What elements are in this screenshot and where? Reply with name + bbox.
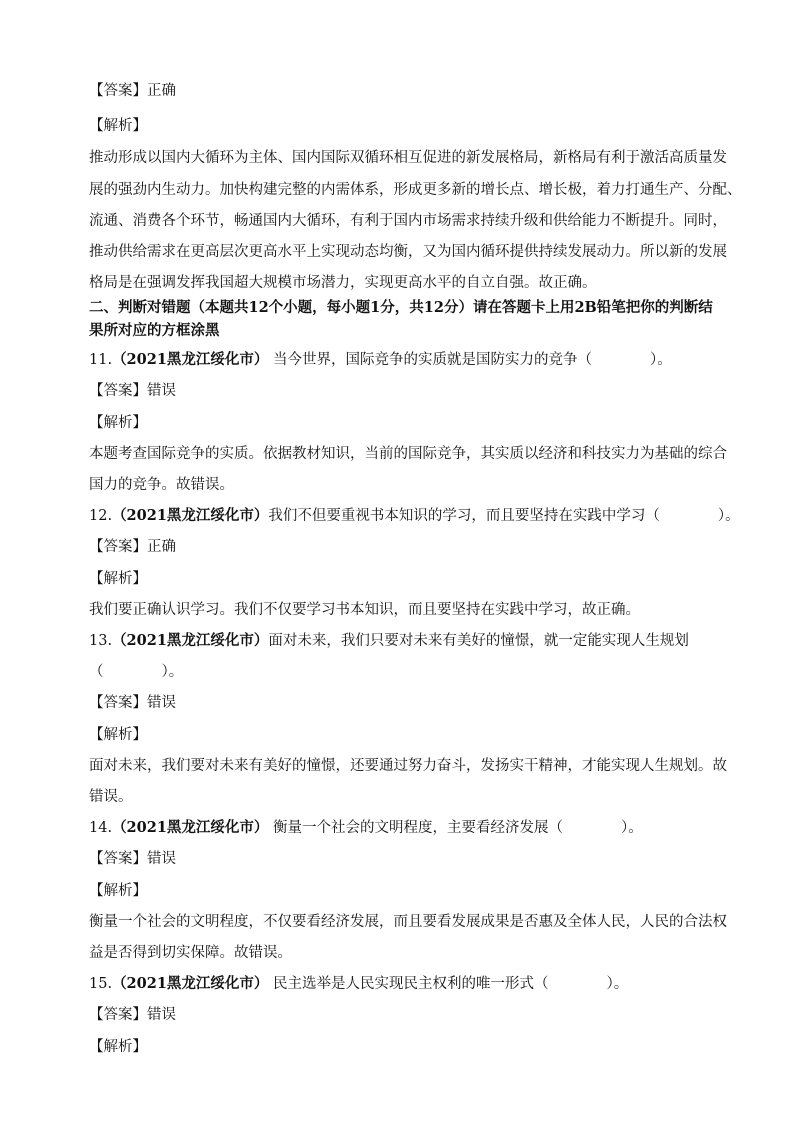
analysis-text-line: 展的强劲内生动力。加快构建完整的内需体系，形成更多新的增长点、增长极，着力打通生产、分配、 [89, 182, 742, 198]
question-source-tag: （2021黑龙江绥化市） [112, 351, 269, 368]
analysis-text-line: 流通、消费各个环节，畅通国内大循环，有利于国内市场需求持续升级和供给能力不断提升。同时， [89, 213, 727, 229]
question-13-stem [89, 631, 689, 651]
question-12-stem [89, 506, 740, 526]
question-number: 14. [89, 820, 113, 836]
answer-label: 【答案】错误 [89, 851, 176, 867]
question-text: 当今世界，国际竞争的实质就是国防实力的竞争（ ）。 [268, 352, 672, 368]
analysis-label: 【解析】 [89, 118, 147, 134]
question-14-stem [89, 818, 643, 838]
question-source-tag: （2021黑龙江绥化市） [112, 975, 269, 992]
answer-label: 【答案】正确 [89, 539, 176, 555]
question-text: 我们不但要重视书本知识的学习，而且要坚持在实践中学习（ ）。 [268, 508, 740, 524]
analysis-label: 【解析】 [89, 571, 147, 587]
question-text: 面对未来，我们只要对未来有美好的憧憬，就一定能实现人生规划 [268, 633, 689, 649]
analysis-text-line: 衡量一个社会的文明程度，不仅要看经济发展，而且要看发展成果是否惠及全体人民，人民的合法权 [89, 914, 727, 930]
analysis-text-line: 推动供给需求在更高层次更高水平上实现动态均衡，又为国内循环提供持续发展动力。所以新的发展 [89, 244, 727, 260]
analysis-text-line: 推动形成以国内大循环为主体、国内国际双循环相互促进的新发展格局，新格局有利于激活高质量发 [89, 150, 727, 166]
analysis-text-line: 我们要正确认识学习。我们不仅要学习书本知识，而且要坚持在实践中学习，故正确。 [89, 602, 640, 618]
analysis-text-line: 格局是在强调发挥我国超大规模市场潜力，实现更高水平的自立自强。故正确。 [89, 275, 597, 291]
analysis-text-line: 错误。 [89, 789, 133, 805]
section-heading-cont: 果所对应的方框涂黑 [89, 322, 220, 339]
answer-label: 【答案】正确 [89, 83, 176, 99]
answer-label: 【答案】错误 [89, 695, 176, 711]
question-source-tag: （2021黑龙江绥化市） [112, 632, 269, 649]
question-source-tag: （2021黑龙江绥化市） [112, 819, 269, 836]
analysis-text-line: 面对未来，我们要对未来有美好的憧憬，还要通过努力奋斗，发扬实干精神，才能实现人生规划。故 [89, 758, 727, 774]
question-11-stem [89, 350, 672, 370]
question-15-stem [89, 974, 628, 994]
analysis-label: 【解析】 [89, 1039, 147, 1055]
analysis-label: 【解析】 [89, 727, 147, 743]
question-number: 15. [89, 976, 113, 992]
analysis-text-line: 本题考查国际竞争的实质。依据教材知识，当前的国际竞争，其实质以经济和科技实力为基础的综合 [89, 446, 727, 462]
question-13-stem-cont: （ ）。 [89, 664, 184, 680]
analysis-text-line: 益是否得到切实保障。故错误。 [89, 945, 292, 961]
question-number: 11. [89, 352, 113, 368]
question-number: 13. [89, 633, 113, 649]
answer-label: 【答案】错误 [89, 1007, 176, 1023]
analysis-text-line: 国力的竞争。故错误。 [89, 477, 234, 493]
analysis-label: 【解析】 [89, 415, 147, 431]
question-text: 民主选举是人民实现民主权利的唯一形式（ ）。 [268, 976, 629, 992]
answer-label: 【答案】错误 [89, 383, 176, 399]
question-source-tag: （2021黑龙江绥化市） [112, 507, 269, 524]
question-text: 衡量一个社会的文明程度，主要看经济发展（ ）。 [268, 820, 643, 836]
section-heading: 二、判断对错题（本题共12个小题，每小题1分，共12分）请在答题卡上用2B铅笔把你的判断结 [89, 299, 713, 316]
analysis-label: 【解析】 [89, 883, 147, 899]
question-number: 12. [89, 508, 113, 524]
